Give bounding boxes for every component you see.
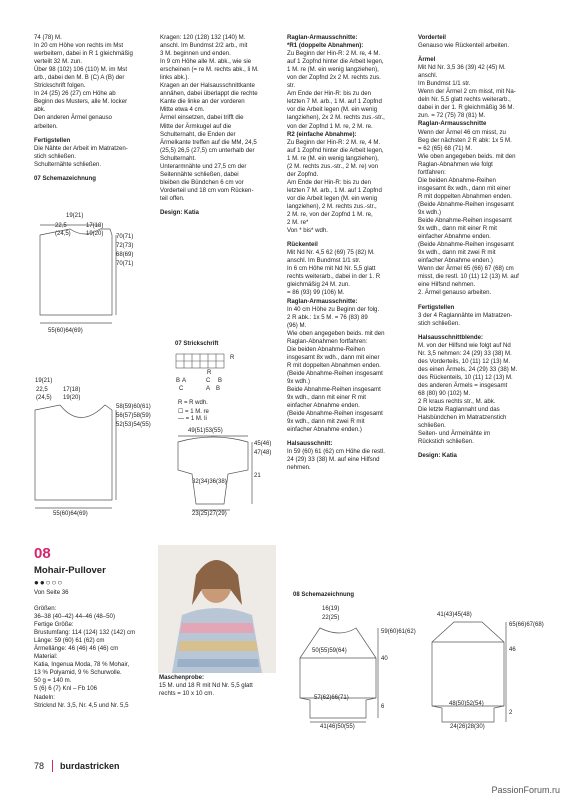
kragen-text: Kragen: 120 (128) 132 (140) M. anschl. Im Bundmst 2/2 arb., mit 3 M. beginnen und enden. In 9 cm Höhe alle M. abk., wie sie erscheinen (= re M. rechts abk., li M. links abk.). Kragen an der Halsausschnittkante annähen, dabei überlappt die rechte Kante die linke an der vorderen Mitte etwa 4 cm. Ärmel einsetzen, dabei trifft die Mitte der Ärmkugel auf die Schulternaht, die Enden der Ärmelkante treffen auf die MM, 24,5 (25,5) 26,5 (27,5) cm unterhalb der Schulternaht. Unterarmnähte und 27,5 cm der Seitennähte schließen, dabei bleiben die Bündchen 6 cm vor Vorderteil und 18 cm vom Rücken- teil offen. [160,34,259,202]
schema08-h2: 40 [381,656,388,662]
maschenprobe-heading: Maschenprobe: [159,674,205,681]
design-label: Design: Katia [160,208,199,216]
sleeve08-top: 41(43)45(48) [437,612,472,618]
sleeve07-bottom: 23(25)27(29) [192,511,227,517]
column-4 [418,34,540,460]
aermel-heading: Ärmel [418,56,436,64]
brand-text: burdastricken [60,761,120,771]
r2-heading: R2 (einfache Abnahme): [287,130,357,138]
raglan2-heading: Raglan-Armausschnitte: [287,297,358,305]
sleeve07-r1: 45(46) [254,441,272,447]
pattern-specs [34,605,152,710]
maschenprobe-text: 15 M. und 18 R mit Nd Nr. 5,5 glatt rechts = 10 x 10 cm. [159,682,253,698]
schema07-w2: 22,5 [55,223,67,229]
sleeve08-mid: 48(50)52(54) [449,701,484,707]
schema07-w5: 19(20) [86,231,104,237]
schema08-mid: 50(55)59(64) [312,648,347,654]
specs-text: Größen: 36–38 (40–42) 44–46 (48–50) Fertige Größe: Brustumfang: 114 (124) 132 (142) cm Länge: 59 (60) 61 (62) cm Ärmellänge: 46 (46) 46 (46) cm Material: Katia, Ingenua Moda, 78 % Mohair, 13 % Polyamid, 9 % Schurwolle. 50 g = 140 m. 5 (6) 6 (7) Knl – Fb 106 Nadeln: Stricknd Nr. 3,5, Nr. 4,5 und Nr. 5,5 [34,605,136,709]
watermark: PassionForum.ru [491,785,560,795]
strick-r1: R [230,355,235,361]
schema08-t1: 16(19) [322,606,340,612]
pattern-subtitle: Von Seite 36 [34,589,69,596]
rueckenteil-text: Mit Nd Nr. 4,5 62 (69) 75 (82) M. anschl. Im Bundmst 1/1 str. In 6 cm Höhe mit Nd Nr. 5,5 glatt rechts weiterarb., dabei in der 1. R gleichmäßig 24 M. zun. = 86 (93) 99 (106) M. [287,249,381,297]
column-3 [287,34,409,472]
page-number: 78 [34,761,45,771]
schema07-h1: 70(71) [116,234,134,240]
schema07-b-h1: 58(59)60(61) [116,404,151,410]
legend-3: — = 1 M. li [178,416,207,422]
strick-b1: B [176,378,181,384]
sleeve08-h1: 65(66)67(68) [509,622,544,628]
vorderteil-text: Genauso wie Rückenteil arbeiten. [418,42,510,50]
fertigstellen-heading: Fertigstellen [34,136,71,144]
schema07-b-w3: (24,5) [36,395,52,401]
schema07-h4: 70(71) [116,261,134,267]
strick-c1: C [179,386,184,392]
schema07-b-w2: 22,5 [36,387,48,393]
halsblende-text: M. von der Hilfsnd wie folgt auf Nd Nr. 3,5 nehmen: 24 (29) 33 (38) M. des Vorderteils, 10 (11) 12 (13) M. des einen Ärmels, 24 (29) 33 (38) M. des Rückenteils, 10 (11) 12 (13) M. des anderen Ärmels = insgesamt 68 (80) 90 (102) M. 2 R kraus rechts str., M. abk. Die letzte Raglannaht und das Halsbündchen im Matratzenstich schließen. Seiten- und Ärmelnähte im Rückstich schließen. [418,341,518,446]
schema07-bottom: 55(60)64(69) [48,328,83,334]
strick-a2: A [206,386,211,392]
schema08-body-diagram [290,600,390,740]
r1-heading: *R1 (doppelte Abnahmen): [287,42,364,50]
raglan-heading: Raglan-Armausschnitte: [287,34,358,41]
brand-name [60,761,120,771]
schema07-h2: 72(73) [116,243,134,249]
sleeve07-r2: 47(48) [254,450,272,456]
footer-separator [52,760,53,772]
schema08-bottom: 41(46)50(55) [320,724,355,730]
schema07-b-w5: 19(20) [63,395,81,401]
model-photo [158,545,276,673]
schema08-t2: 22(25) [322,615,340,621]
schema07-b-w1: 19(21) [35,378,53,384]
schema07-b-bottom: 55(60)64(69) [53,511,88,517]
halsblende-heading: Halsausschnittblende: [418,333,484,341]
sleeve07-top: 49(51)53(55) [188,428,223,434]
sleeve07-r3: 21 [254,473,261,479]
aermel-raglan-text: Wenn der Ärmel 46 cm misst, zu Beg der nächsten 2 R abk: 1x 5 M. = 62 (65) 68 (71) M. Wie oben angegeben beids. mit den Raglan-Abnahmen wie folgt fortfahren: Die beiden Abnahme-Reihen insgesamt 8x wdh., dann mit einer R mit doppelten Abnahmen enden. (Beide Abnahme-Reihen insgesamt 9x wdh.) Beide Abnahme-Reihen insgesamt 9x wdh., dann mit einer R mit einfacher Abnahme enden. (Beide Abnahme-Reihen insgesamt 9x wdh., dann mit zwei R mit einfacher Abnahme enden.) Wenn der Ärmel 65 (66) 67 (68) cm misst, die restl. 10 (11) 12 (13) M. auf eine Hilfsnd nehmen. 2. Ärmel genauso arbeiten. [418,128,519,297]
sleeve07-diagram [168,430,268,520]
col1-text: 74 (78) M. In 20 cm Höhe von rechts im Mst werbeitern, dabei in R 1 gleichmäßig verteilt 32 M. zun. Über 98 (102) 106 (110) M. im Mst arb., dabei den M. B (C) A (B) der Strickschrift folgen. In 24 (25) 26 (27) cm Höhe ab Beginn des Musters, alle M. locker abk. Den anderen Ärmel genauso arbeiten. [34,34,133,130]
schema07-front-diagram [30,215,150,325]
schema08-lower: 57(62)66(71) [314,695,349,701]
pattern-title: Mohair-Pullover [34,565,106,576]
column-1 [34,34,152,183]
fertig2-text: 3 der 4 Raglannähte im Matratzen- stich schließen. [418,311,513,327]
raglan2-text: In 40 cm Höhe zu Beginn der folg. 2 R abk.: 1x 5 M. = 76 (83) 89 (96) M. Wie oben angegeben beids. mit den Raglan-Abnahmen fortfahren: Die beiden Abnahme-Reihen insgesamt 8x wdh., dann mit einer R mit doppelten Abnahmen enden. (Beide Abnahme-Reihen insgesamt 9x wdh.) Beide Abnahme-Reihen insgesamt 9x wdh., dann mit einer R mit einfacher Abnahme enden. (Beide Abnahme-Reihen insgesamt 9x wdh., dann mit zwei R mit einfacher Abnahme enden.) [287,305,385,434]
strick-b2: B [218,378,223,384]
strick-c2: C [206,378,211,384]
sleeve08-bottom: 24(26)28(30) [450,724,485,730]
schema07-b-h3: 52(53)54(55) [116,422,151,428]
strickschrift-chart [172,350,235,386]
hals-heading: Halsausschnitt: [287,440,333,448]
aermel-text: Mit Nd Nr. 3,5 36 (39) 42 (45) M. anschl. Im Bundmst 1/1 str. Wenn der Ärmel 2 cm misst, mit Na- deln Nr. 5,5 glatt rechts weiterarb., dabei in der 1. R gleichmäßig 36 M. zun. = 72 (75) 78 (81) M. [418,64,516,120]
schema-07-label: 07 Schemazeichnung [34,174,96,182]
sleeve08-h2: 46 [509,647,516,653]
r2-text: Zu Beginn der Hin-R: 2 M. re, 4 M. auf 1 Zopfnd hinter die Arbeit legen, 1 M. re (M. ein wenig langziehen), (2 M. rechts zus.-str., 2 M. re) von der Zopfnd. Am Ende der Hin-R: bis zu den letzten 7 M. arb., 1 M. auf 1 Zopfnd vor die Arbeit legen (M. ein wenig langziehen), 2 M. rechts zus.-str., 2 M. re, von der Zopfnd 1 M. re, 2 M. re* Von * bis* wdh. [287,138,384,235]
vorderteil-heading: Vorderteil [418,34,446,41]
pattern-number: 08 [34,545,51,562]
sleeve08-diagram [420,610,520,730]
rueckenteil-heading: Rückenteil [287,241,318,249]
schema08-label: 08 Schemazeichnung [293,592,355,598]
hals-text: In 59 (60) 61 (62) cm Höhe die restl. 24 (29) 33 (38) M. auf eine Hilfsnd nehmen. [287,448,385,472]
schema07-b-h2: 56(57)58(59) [116,413,151,419]
fertig2-heading: Fertigstellen [418,303,455,311]
legend-2: ☐ = 1 M. re [178,409,209,415]
schema08-h1: 59(60)61(62) [381,629,416,635]
maschenprobe [159,674,277,698]
difficulty-dots: ●●○○○ [34,578,64,587]
r1-text: Zu Beginn der Hin-R: 2 M. re, 4 M. auf 1 Zopfnd hinter die Arbeit legen, 1 M. re (M. ein wenig langziehen), von der Zopfnd 2x 2 M. rechts zus. str. Am Ende der Hin-R: bis zu den letzten 7 M. arb., 1 M. auf 1 Zopfnd vor die Arbeit legen (M. ein wenig langziehen), 2x 2 M. rechts zus.-str., von der Zopfnd 1 M. re, 2 M. re. [287,50,385,130]
fertigstellen-text: Die Nähte der Arbeit im Matratzen- stich schließen. Schulternähte schließen. [34,144,128,168]
schema07-w1: 19(21) [66,213,84,219]
strick-r2: R [207,370,212,376]
design-label-2: Design: Katia [418,452,457,460]
strick-b3: B [216,386,221,392]
schema07-w3: (24,5) [55,231,71,237]
strick-a1: A [182,378,187,384]
sleeve07-inner: 32(34)36(38) [192,479,227,485]
schema07-w4: 17(18) [86,223,104,229]
aermel-raglan-heading: Raglan-Armausschnitte [418,120,487,128]
sleeve08-h3: 2 [509,710,513,716]
schema07-b-w4: 17(18) [63,387,81,393]
schema07-back-diagram [30,400,150,510]
legend-1: R = R wdh. [178,400,208,406]
strickschrift-07-label: 07 Strickschrift [175,341,219,347]
column-2 [160,34,278,217]
schema08-h3: 6 [381,704,385,710]
model-photo-illustration [158,545,276,673]
schema07-h3: 68(69) [116,252,134,258]
